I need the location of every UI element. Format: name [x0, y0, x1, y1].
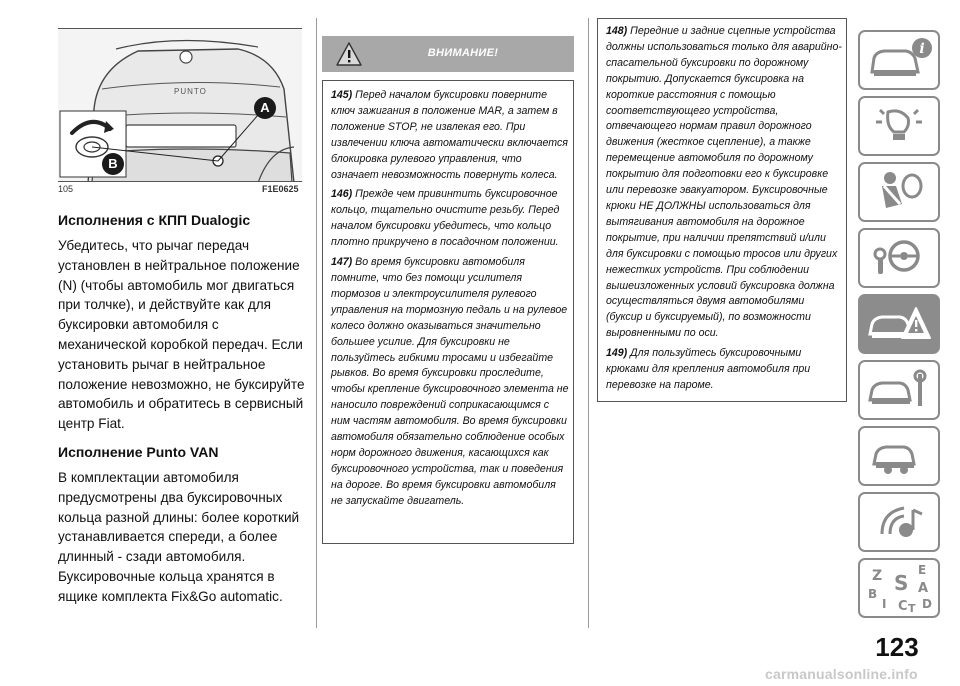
paragraph-punto-van: В комплектации автомобиля предусмотрены два буксировочных кольца разной длины: более короткий устанавливается спереди, а более длинный - сзади автомобиля. Буксировочные кольца хранятся в ящике комплекта Fix&Go automatic.	[58, 469, 300, 604]
tab-car-maintenance[interactable]	[858, 360, 940, 420]
index-letter: T	[908, 602, 916, 615]
index-letter: Z	[872, 568, 883, 584]
warning-item-text: Передние и задние сцепные устройства должны использоваться только для аварийно-спасательной буксировки по дорожному покрытию. Допускается буксировка на короткие расстояния с помощью соответствующего устройства, отвечающего нормам правил дорожного движения (жесткое сцепление), а также перемещение автомобиля по дорожному покрытию для подготовки его к буксировке или перевозке эвакуатором. Буксировочные крюки НЕ ДОЛЖНЫ использоваться для вытягивания автомобиля на дорожное покрытие, при наличии препятствий и/или для буксировки с помощью тросов или других нежестких устройств. При соблюдении вышеизложенных условий буксировка должна осуществляться двумя автомобилями (буксир и буксируемый), по возможности выровненными по оси.	[606, 25, 842, 340]
steering-key-icon	[860, 230, 938, 286]
callout-a	[254, 97, 276, 119]
heading-punto-van: Исполнение Punto VAN	[58, 443, 219, 460]
column-divider-left	[316, 18, 317, 628]
callout-b-label: B	[108, 156, 118, 171]
warning-item-text: Перед началом буксировки поверните ключ зажигания в положение MAR, а затем в положение STOP, не извлекая его. При извлечении ключа автоматически включается блокировка рулевого управления, что означает невозможность повернуть колеса.	[331, 89, 568, 181]
tab-multimedia[interactable]	[858, 492, 940, 552]
tab-technical-data[interactable]	[858, 426, 940, 486]
warning-item-number: 147)	[331, 256, 353, 269]
car-info-icon	[860, 32, 938, 88]
tab-emergency[interactable]	[858, 294, 940, 354]
warning-item-text: Во время буксировки автомобиля помните, что без помощи усилителя тормозов и электроусилителя рулевого управления на тормозную педаль и на рулевое колесо должно оказываться значительно большее усилие. Для буксировки не пользуйтесь гибкими тросами и избегайте рывков. Во время буксировки проследите, чтобы крепление буксировочного элемента не наносило повреждений соприкасающимся с ним частям автомобиля. Во время буксировки автомобиля обязательно соблюдение особых норм дорожного движения, касающихся как буксировочного устройства, так и поведения на дороге. Во время буксировки автомобиля не запускайте двигатель.	[331, 256, 569, 507]
warning-item-147	[331, 255, 569, 510]
index-letter: C	[898, 599, 908, 614]
heading-dualogic: Исполнения с КПП Dualogic	[58, 212, 251, 228]
warning-item-text: Прежде чем привинтить буксировочное кольцо, тщательно очистите резьбу. Перед началом буксировки убедитесь, что кольцо плотно прикручено в посадочном положении.	[331, 188, 560, 249]
warning-item-149	[606, 346, 842, 394]
index-letter: S	[894, 571, 909, 595]
emergency-roadside-icon	[860, 296, 938, 352]
airbag-seatbelt-icon	[860, 164, 938, 220]
warning-item-text: Для пользуйтесь буксировочными крюками для крепления автомобиля при перевозке на пароме.	[606, 347, 811, 391]
tab-steering-key[interactable]	[858, 228, 940, 288]
warning-title: ВНИМАНИЕ!	[427, 47, 499, 59]
index-icon	[860, 560, 938, 616]
warning-lights-icon	[860, 98, 938, 154]
warning-item-146	[331, 187, 569, 251]
index-letter: E	[918, 563, 927, 577]
warning-box-right	[597, 18, 847, 402]
warning-item-number: 145)	[331, 89, 353, 101]
paragraph-dualogic: Убедитесь, что рычаг передач установлен в нейтральное положение (N) (чтобы автомобиль мог двигаться при толчке), и действуйте как для буксировки автомобиля с механической коробкой передач. Если установить рычаг в нейтральное положение невозможно, не буксируйте автомобиль и обратитесь в сервисный центр Fiat.	[58, 238, 305, 432]
page-number: 123	[875, 632, 919, 662]
warning-item-number: 149)	[606, 347, 628, 360]
car-maintenance-icon	[860, 362, 938, 418]
technical-data-icon	[860, 428, 938, 484]
index-letter: I	[882, 597, 887, 611]
tab-index[interactable]	[858, 558, 940, 618]
warning-item-number: 148)	[606, 25, 628, 37]
svg-text:i: i	[919, 41, 925, 57]
tab-airbag-seatbelt[interactable]	[858, 162, 940, 222]
watermark: carmanualsonline.info	[765, 666, 918, 682]
index-letter: D	[922, 597, 932, 611]
left-column	[58, 210, 308, 617]
callout-a-label: A	[260, 100, 270, 115]
figure-number: 105	[58, 184, 74, 194]
tab-car-info[interactable]	[858, 30, 940, 90]
column-divider-right	[588, 18, 589, 628]
index-letter: A	[918, 581, 929, 596]
index-letter: B	[868, 587, 878, 601]
car-badge: PUNTO	[174, 87, 207, 96]
tab-warning-lights[interactable]	[858, 96, 940, 156]
warning-item-148	[606, 24, 842, 342]
callout-b	[102, 153, 124, 175]
warning-box-middle	[322, 80, 574, 544]
figure-code: F1E0625	[262, 184, 299, 194]
warning-header	[322, 36, 574, 72]
figure-tow-hook	[58, 28, 302, 182]
warning-item-number: 146)	[331, 188, 353, 201]
multimedia-icon	[860, 494, 938, 550]
warning-item-145	[331, 88, 569, 183]
